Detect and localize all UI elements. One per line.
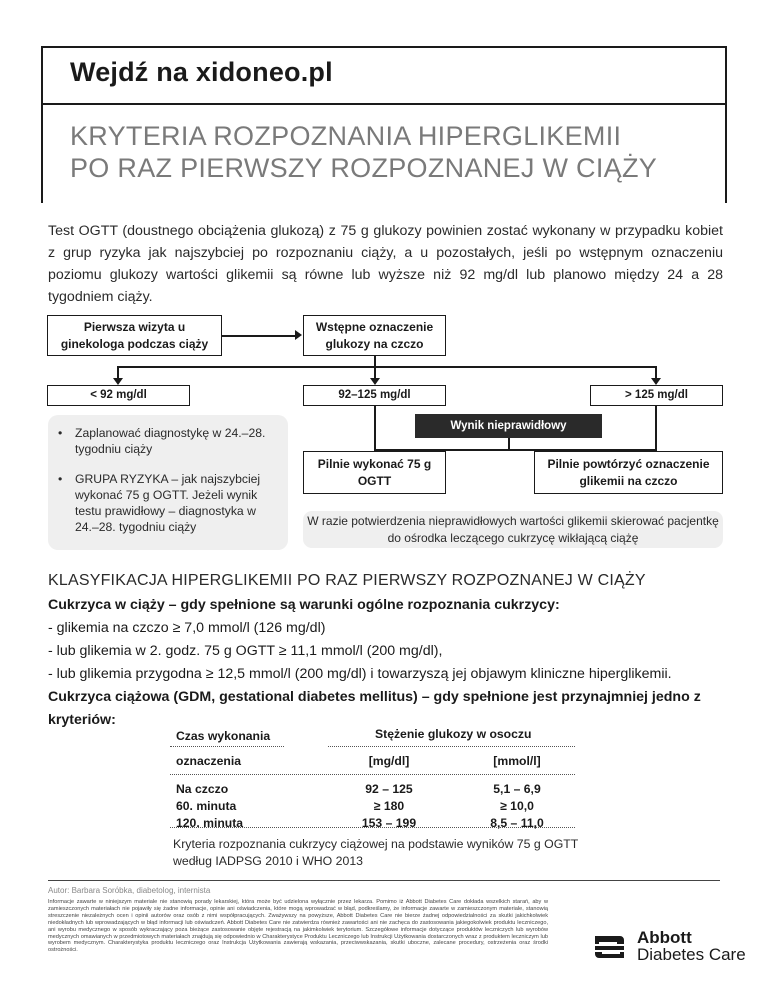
table-divider	[170, 774, 575, 775]
brand-wordmark	[637, 929, 746, 963]
recommendation-list	[58, 425, 273, 549]
table-row-time: 60. minuta	[176, 799, 237, 813]
dm-heading: Cukrzyca w ciąży – gdy spełnione są warunki ogólne rozpoznania cukrzycy:	[48, 597, 560, 613]
range-high-box: > 125 mg/dl	[590, 385, 723, 406]
legal-disclaimer: Informacje zawarte w niniejszym materiale nie stanowią porady lekarskiej, która może być udzielona wyłącznie przez lekarza. Pomimo iż Abbott Diabetes Care dokłada wszelkich starań, aby w zamieszczonych materiałach nie pojawiły się żadne informacje, opinie ani oświadczenia, które mogą wprowadzać w błąd, podkreślamy, że informacje zawarte w zamieszczonym materiale, stanowią streszczenie niezależnych ocen i opinii autorów oraz osób z nimi współpracujących. Zważywszy na powyższe, Abbott Diabetes Care nie bierze żadnej odpowiedzialności za skutki jakichkolwiek niedokładnych lub wprowadzających w błąd informacji lub oświadczeń. Abbott Diabetes Care nie zatwierdza również zawartości ani nie zachęca do zastosowania jakiegokolwiek produktu leczniczego, ani wyrobu medycznego w sposób wykraczający poza bieżące zastosowanie objęte rejestracją na jakimkolwiek terytorium. Szczegółowe informacje dotyczące produktów leczniczych lub wyrobów medycznych omawianych w przedmiotowych materiałach znajdują się odpowiednio w Charakterystyce Produktu Leczniczego lub Instrukcji Użytkowania dostarczonych wraz z produktem leczniczym lub wyrobem medycznym. Charakterystyka produktu leczniczego oraz Instrukcja Użytkowania zawierają wskazania, przeciwwskazania, skutki uboczne, zalecane procedury, ostrzeżenia oraz środki ostrożności.	[48, 899, 548, 954]
table-divider	[328, 746, 575, 747]
footer-divider	[48, 880, 720, 881]
dm-criterion: - lub glikemia w 2. godz. 75 g OGTT ≥ 11,1 mmol/l (200 mg/dl),	[48, 643, 443, 659]
title-line-1: KRYTERIA ROZPOZNANIA HIPERGLIKEMII	[70, 121, 622, 151]
table-row-mmol: 5,1 – 6,9	[493, 782, 541, 796]
table-row-mmol: 8,5 – 11,0	[490, 816, 544, 830]
list-item: • Zaplanować diagnostykę w 24.–28. tygodniu ciąży	[58, 425, 273, 457]
site-link[interactable]: Wejdź na xidoneo.pl	[70, 57, 333, 87]
table-divider	[170, 827, 575, 828]
referral-note: W razie potwierdzenia nieprawidłowych wartości glikemii skierować pacjentkę do ośrodka leczącego cukrzycę wikłającą ciążę	[303, 511, 723, 548]
arrow-down-icon	[651, 378, 661, 385]
repeat-fasting-box: Pilnie powtórzyć oznaczenie glikemii na czczo	[534, 451, 723, 494]
classification-title: KLASYFIKACJA HIPERGLIKEMII PO RAZ PIERWSZY ROZPOZNANEJ W CIĄŻY	[48, 572, 646, 589]
brand-name: Abbott	[637, 928, 692, 947]
brand-division: Diabetes Care	[637, 945, 746, 964]
unit-mmol: [mmol/l]	[493, 754, 541, 768]
arrow-down-icon	[370, 378, 380, 385]
table-row-mg: 92 – 125	[365, 782, 413, 796]
table-row-mmol: ≥ 10,0	[500, 799, 534, 813]
fasting-glucose-box: Wstępne oznaczenie glukozy na czczo	[303, 315, 446, 356]
arrow-right-icon	[295, 330, 302, 340]
caption-line: Kryteria rozpoznania cukrzycy ciążowej na podstawie wyników 75 g OGTT	[173, 837, 579, 851]
table-row-time: Na czczo	[176, 782, 229, 796]
classification-body	[48, 594, 728, 732]
abbott-logo-icon	[593, 934, 626, 960]
author-credit: Autor: Barbara Sorόbka, diabetolog, internista	[48, 886, 211, 895]
connector-line	[374, 406, 376, 451]
table-group-header: Stężenie glukozy w osoczu	[375, 727, 532, 741]
page-title	[70, 120, 657, 184]
ogtt-box: Pilnie wykonać 75 g OGTT	[303, 451, 446, 494]
connector-line	[655, 406, 657, 451]
connector-line	[222, 335, 297, 337]
connector-line	[508, 438, 510, 450]
table-row-mg: ≥ 180	[373, 799, 405, 813]
table-caption	[173, 836, 578, 870]
list-item: • GRUPA RYZYKA – jak najszybciej wykonać 75 g OGTT. Jeżeli wynik testu prawidłowy – diagnostyka w 24.–28. tygodniu ciąży	[58, 471, 273, 535]
range-mid-box: 92–125 mg/dl	[303, 385, 446, 406]
table-header-time: Czas wykonania	[176, 729, 271, 743]
table-row-time: 120. minuta	[176, 816, 244, 830]
first-visit-box: Pierwsza wizyta u ginekologa podczas ciąży	[47, 315, 222, 356]
gdm-heading: Cukrzyca ciążowa (GDM, gestational diabetes mellitus) – gdy spełnione jest przynajmniej jedno z kryteriów:	[48, 689, 701, 728]
dm-criterion: - lub glikemia przygodna ≥ 12,5 mmol/l (200 mg/dl) i towarzyszą jej objawym kliniczne hiperglikemii.	[48, 666, 672, 682]
table-divider	[170, 746, 284, 747]
intro-paragraph: Test OGTT (doustnego obciążenia glukozą) z 75 g glukozy powinien zostać wykonany w przypadku kobiet z grup ryzyka jak najszybciej po rozpoznaniu ciąży, a u pozostałych, jeśli po wstępnym oznaczeniu poziomu glukozy wartości glikemii są równe lub wyższe niż 92 mg/dl lub planowo między 24 a 28 tygodniem ciąży.	[48, 223, 723, 305]
table-row-mg: 153 – 199	[361, 816, 417, 830]
caption-line: według IADPSG 2010 i WHO 2013	[173, 854, 364, 868]
abnormal-result-banner: Wynik nieprawidłowy	[415, 414, 602, 438]
dm-criterion: - glikemia na czczo ≥ 7,0 mmol/l (126 mg/dl)	[48, 620, 326, 636]
range-low-box: < 92 mg/dl	[47, 385, 190, 406]
connector-line	[117, 366, 656, 368]
title-line-2: PO RAZ PIERWSZY ROZPOZNANEJ W CIĄŻY	[70, 153, 658, 183]
table-header-time-2: oznaczenia	[176, 754, 242, 768]
unit-mg: [mg/dl]	[368, 754, 410, 768]
arrow-down-icon	[113, 378, 123, 385]
